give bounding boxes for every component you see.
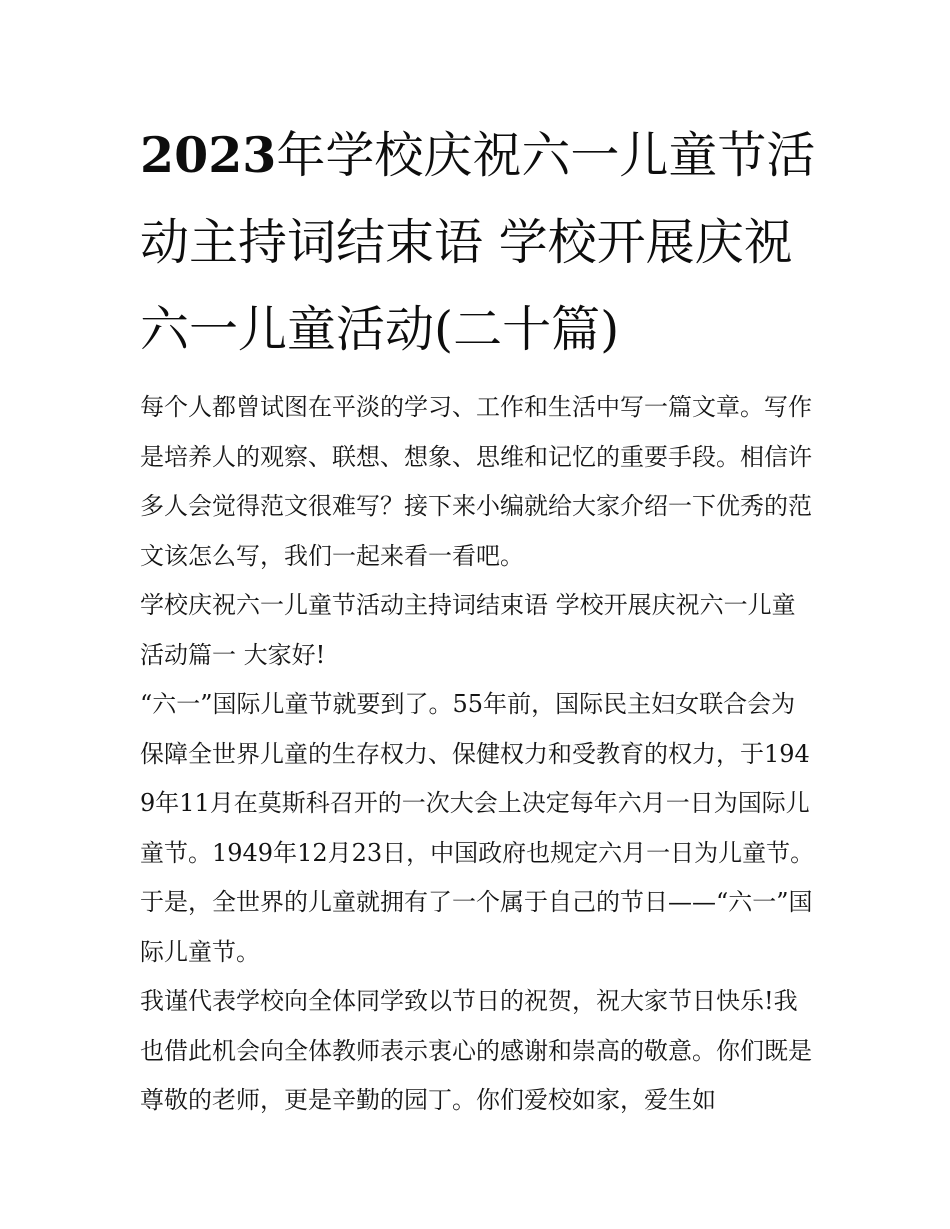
document-page (140, 112, 816, 1126)
document-title (140, 112, 816, 373)
history-paragraph: “六一”国际儿童节就要到了。55年前，国际民主妇女联合会为保障全世界儿童的生存权力、保健权力和受教育的权力，于1949年11月在莫斯科召开的一次大会上决定每年六月一日为国际儿童节。1949年12月23日，中国政府也规定六月一日为儿童节。于是，全世界的儿童就拥有了一个属于自己的节日——“六一”国际儿童节。 (140, 690, 815, 966)
greeting-paragraph: 我谨代表学校向全体同学致以节日的祝贺，祝大家节日快乐!我也借此机会向全体教师表示衷心的感谢和崇高的敬意。你们既是尊敬的老师，更是辛勤的园丁。你们爱校如家，爱生如 (140, 987, 812, 1114)
intro-paragraph: 每个人都曾试图在平淡的学习、工作和生活中写一篇文章。写作是培养人的观察、联想、想象、思维和记忆的重要手段。相信许多人会觉得范文很难写？接下来小编就给大家介绍一下优秀的范文该怎么写，我们一起来看一看吧。 (140, 393, 812, 570)
section-heading-paragraph: 学校庆祝六一儿童节活动主持词结束语 学校开展庆祝六一儿童活动篇一 大家好! (140, 591, 796, 669)
title-text: 年学校庆祝六一儿童节活动主持词结束语 学校开展庆祝六一儿童活动(二十篇) (140, 127, 816, 358)
title-year: 2023 (140, 126, 277, 184)
document-body (140, 383, 816, 1126)
